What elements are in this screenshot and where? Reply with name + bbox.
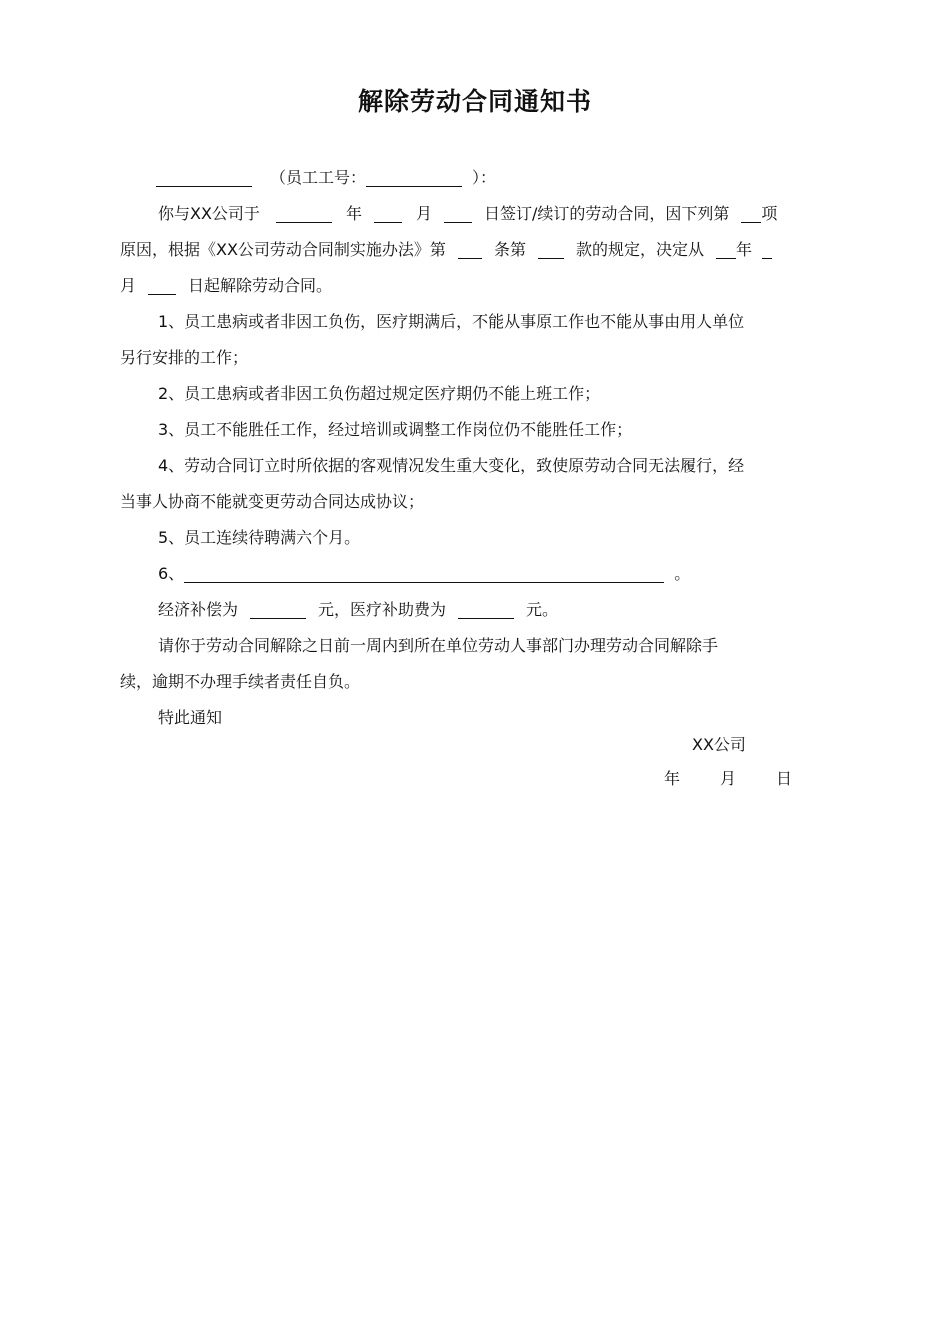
employee-name-blank bbox=[156, 166, 252, 187]
intro-line-3: 月 日起解除劳动合同。 bbox=[120, 276, 333, 295]
employee-id-label: （员工工号： bbox=[270, 168, 367, 187]
compensation-line: 经济补偿为 元，医疗补助费为 元。 bbox=[158, 600, 559, 619]
reason-item-6: 6、 。 bbox=[158, 564, 691, 583]
reason-item-2: 2、员工患病或者非因工负伤超过规定医疗期仍不能上班工作； bbox=[158, 384, 601, 403]
procedure-line-1: 请你于劳动合同解除之日前一周内到所在单位劳动人事部门办理劳动合同解除手 bbox=[158, 636, 719, 655]
procedure-line-2: 续，逾期不办理手续者责任自负。 bbox=[120, 672, 361, 691]
medical-subsidy-blank bbox=[458, 598, 514, 619]
closing-line: 特此通知 bbox=[158, 708, 223, 727]
employee-id-close: ）： bbox=[472, 168, 497, 187]
severance-amount-blank bbox=[250, 598, 306, 619]
document-body bbox=[120, 160, 836, 736]
reason-item-blank bbox=[741, 202, 761, 223]
terminate-day-blank bbox=[148, 274, 176, 295]
header-line bbox=[120, 160, 836, 196]
intro-line-2: 原因，根据《XX公司劳动合同制实施办法》第 条第 款的规定，决定从 年 bbox=[120, 232, 836, 268]
sign-year-blank bbox=[276, 202, 332, 223]
signature-date: 年 月 日 bbox=[664, 769, 793, 788]
reason-item-5: 5、员工连续待聘满六个月。 bbox=[158, 528, 361, 547]
document-title: 解除劳动合同通知书 bbox=[357, 87, 592, 116]
reason-item-4: 4、劳动合同订立时所依据的客观情况发生重大变化，致使原劳动合同无法履行，经 bbox=[158, 456, 745, 475]
intro-line-1: 你与XX公司于 年 月 日签订/续订的劳动合同，因下列第 项 bbox=[158, 204, 778, 223]
reason-item-3: 3、员工不能胜任工作，经过培训或调整工作岗位仍不能胜任工作； bbox=[158, 420, 633, 439]
reason-item-1-cont: 另行安排的工作； bbox=[120, 348, 249, 367]
article-blank bbox=[458, 238, 482, 259]
employee-id-blank bbox=[366, 166, 462, 187]
reason-item-1: 1、员工患病或者非因工负伤，医疗期满后，不能从事原工作也不能从事由用人单位 bbox=[158, 312, 745, 331]
sign-month-blank bbox=[374, 202, 402, 223]
sign-day-blank bbox=[444, 202, 472, 223]
signature-company: XX公司 bbox=[692, 735, 746, 754]
reason-item-4-cont: 当事人协商不能就变更劳动合同达成协议； bbox=[120, 492, 425, 511]
terminate-year-blank bbox=[716, 238, 736, 259]
clause-blank bbox=[538, 238, 564, 259]
other-reason-blank bbox=[184, 562, 664, 583]
terminate-month-blank bbox=[762, 238, 772, 259]
